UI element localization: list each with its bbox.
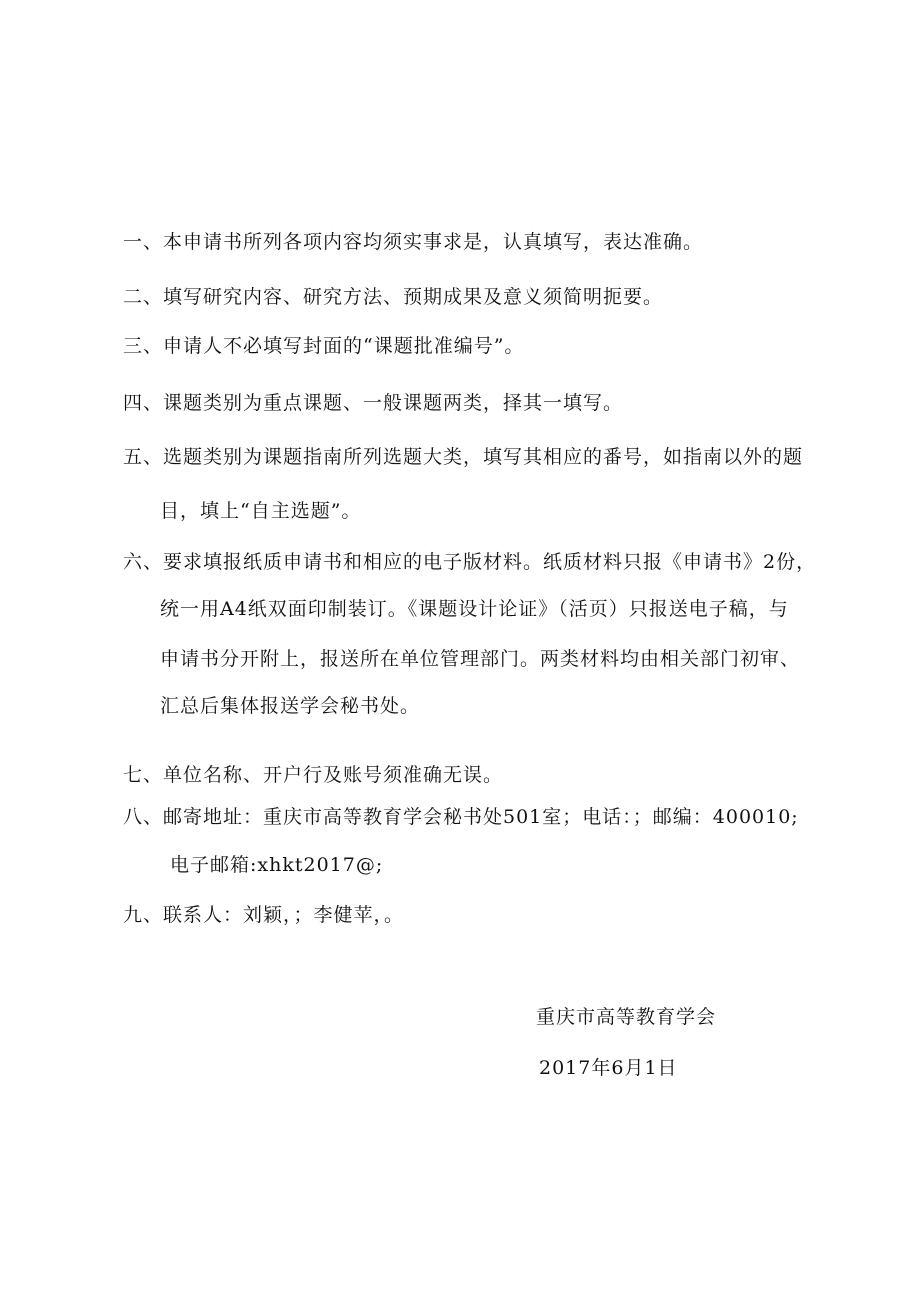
note-9: 九、联系人：刘颖，；李健苹，。	[123, 904, 405, 926]
note-8-email: 电子邮箱:xhkt2017@;	[170, 854, 384, 876]
signature-date: 2017年6月1日	[539, 1057, 678, 1079]
note-5-line-2: 目，填上“自主选题”。	[160, 500, 362, 522]
note-6-line-1: 六、要求填报纸质申请书和相应的电子版材料。纸质材料只报《申请书》2份，	[123, 551, 817, 573]
note-4: 四、课题类别为重点课题、一般课题两类，择其一填写。	[123, 392, 624, 414]
note-3: 三、申请人不必填写封面的“课题批准编号”。	[123, 335, 525, 357]
note-6-line-3: 申请书分开附上，报送所在单位管理部门。两类材料均由相关部门初审、	[160, 648, 801, 670]
note-1: 一、本申请书所列各项内容均须实事求是，认真填写，表达准确。	[123, 231, 704, 253]
note-6-line-4: 汇总后集体报送学会秘书处。	[160, 695, 421, 717]
note-8-line-1: 八、邮寄地址：重庆市高等教育学会秘书处501室；电话：；邮编：400010;	[123, 806, 799, 828]
note-7: 七、单位名称、开户行及账号须准确无误。	[123, 764, 504, 786]
signature-organization: 重庆市高等教育学会	[536, 1006, 717, 1028]
note-6-line-2: 统一用A4纸双面印制装订。《课题设计论证》（活页）只报送电子稿，与	[160, 598, 789, 620]
note-5-line-1: 五、选题类别为课题指南所列选题大类，填写其相应的番号，如指南以外的题	[123, 446, 804, 468]
note-2: 二、填写研究内容、研究方法、预期成果及意义须简明扼要。	[123, 286, 664, 308]
